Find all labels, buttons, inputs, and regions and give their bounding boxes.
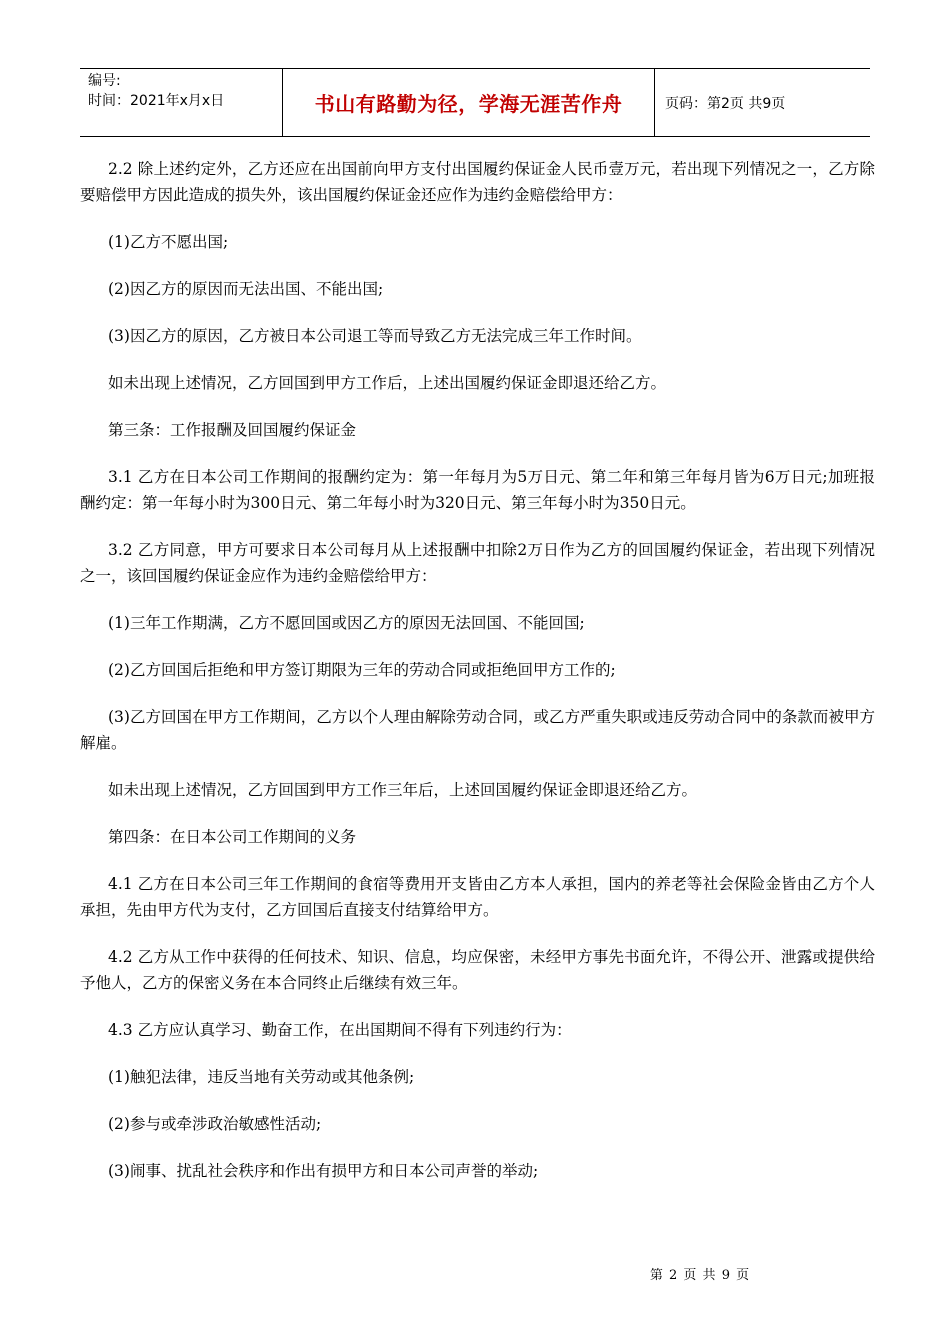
paragraph: (1)乙方不愿出国;	[108, 233, 229, 251]
paragraph: 4.3 乙方应认真学习、勤奋工作，在出国期间不得有下列违约行为：	[108, 1021, 572, 1039]
paragraph: 2.2 除上述约定外，乙方还应在出国前向甲方支付出国履约保证金人民币壹万元，若出现下列情况之一，乙方除要赔偿甲方因此造成的损失外，该出国履约保证金还应作为违约金赔偿给甲方：	[80, 160, 875, 204]
header-meta	[80, 69, 283, 136]
paragraph: (1)三年工作期满，乙方不愿回国或因乙方的原因无法回国、不能回国;	[108, 614, 585, 632]
paragraph: (3)因乙方的原因，乙方被日本公司退工等而导致乙方无法完成三年工作时间。	[108, 327, 642, 345]
paragraph: 4.2 乙方从工作中获得的任何技术、知识、信息，均应保密，未经甲方事先书面允许，不得公开、泄露或提供给予他人，乙方的保密义务在本合同终止后继续有效三年。	[80, 948, 875, 992]
document-number-label: 编号:	[88, 73, 121, 89]
header-motto: 书山有路勤为径，学海无涯苦作舟	[283, 69, 655, 136]
section-heading: 第四条：在日本公司工作期间的义务	[108, 828, 357, 846]
page-footer: 第 2 页 共 9 页	[649, 1268, 751, 1283]
paragraph: 3.2 乙方同意，甲方可要求日本公司每月从上述报酬中扣除2万日作为乙方的回国履约保证金，若出现下列情况之一，该回国履约保证金应作为违约金赔偿给甲方：	[80, 541, 875, 585]
paragraph: 如未出现上述情况，乙方回国到甲方工作后，上述出国履约保证金即退还给乙方。	[108, 374, 667, 392]
paragraph: (2)乙方回国后拒绝和甲方签订期限为三年的劳动合同或拒绝回甲方工作的;	[108, 661, 616, 679]
document-time-label: 时间：2021年x月x日	[88, 93, 225, 109]
document-body	[80, 156, 875, 1205]
paragraph: (3)乙方回国在甲方工作期间，乙方以个人理由解除劳动合同，或乙方严重失职或违反劳动合同中的条款而被甲方解雇。	[80, 708, 875, 752]
paragraph: (2)因乙方的原因而无法出国、不能出国;	[108, 280, 384, 298]
document-header	[80, 68, 870, 137]
header-page-info: 页码：第2页 共9页	[665, 95, 786, 112]
paragraph: 如未出现上述情况，乙方回国到甲方工作三年后，上述回国履约保证金即退还给乙方。	[108, 781, 698, 799]
section-heading: 第三条：工作报酬及回国履约保证金	[108, 421, 357, 439]
paragraph: (1)触犯法律，违反当地有关劳动或其他条例;	[108, 1068, 415, 1086]
paragraph: 4.1 乙方在日本公司三年工作期间的食宿等费用开支皆由乙方本人承担，国内的养老等社会保险金皆由乙方个人承担，先由甲方代为支付，乙方回国后直接支付结算给甲方。	[80, 875, 875, 919]
paragraph: (3)闹事、扰乱社会秩序和作出有损甲方和日本公司声誉的举动;	[108, 1162, 539, 1180]
paragraph: 3.1 乙方在日本公司工作期间的报酬约定为：第一年每月为5万日元、第二年和第三年每月皆为6万日元;加班报酬约定：第一年每小时为300日元、第二年每小时为320日元、第三年每小时为350日元。	[80, 468, 875, 512]
paragraph: (2)参与或牵涉政治敏感性活动;	[108, 1115, 322, 1133]
